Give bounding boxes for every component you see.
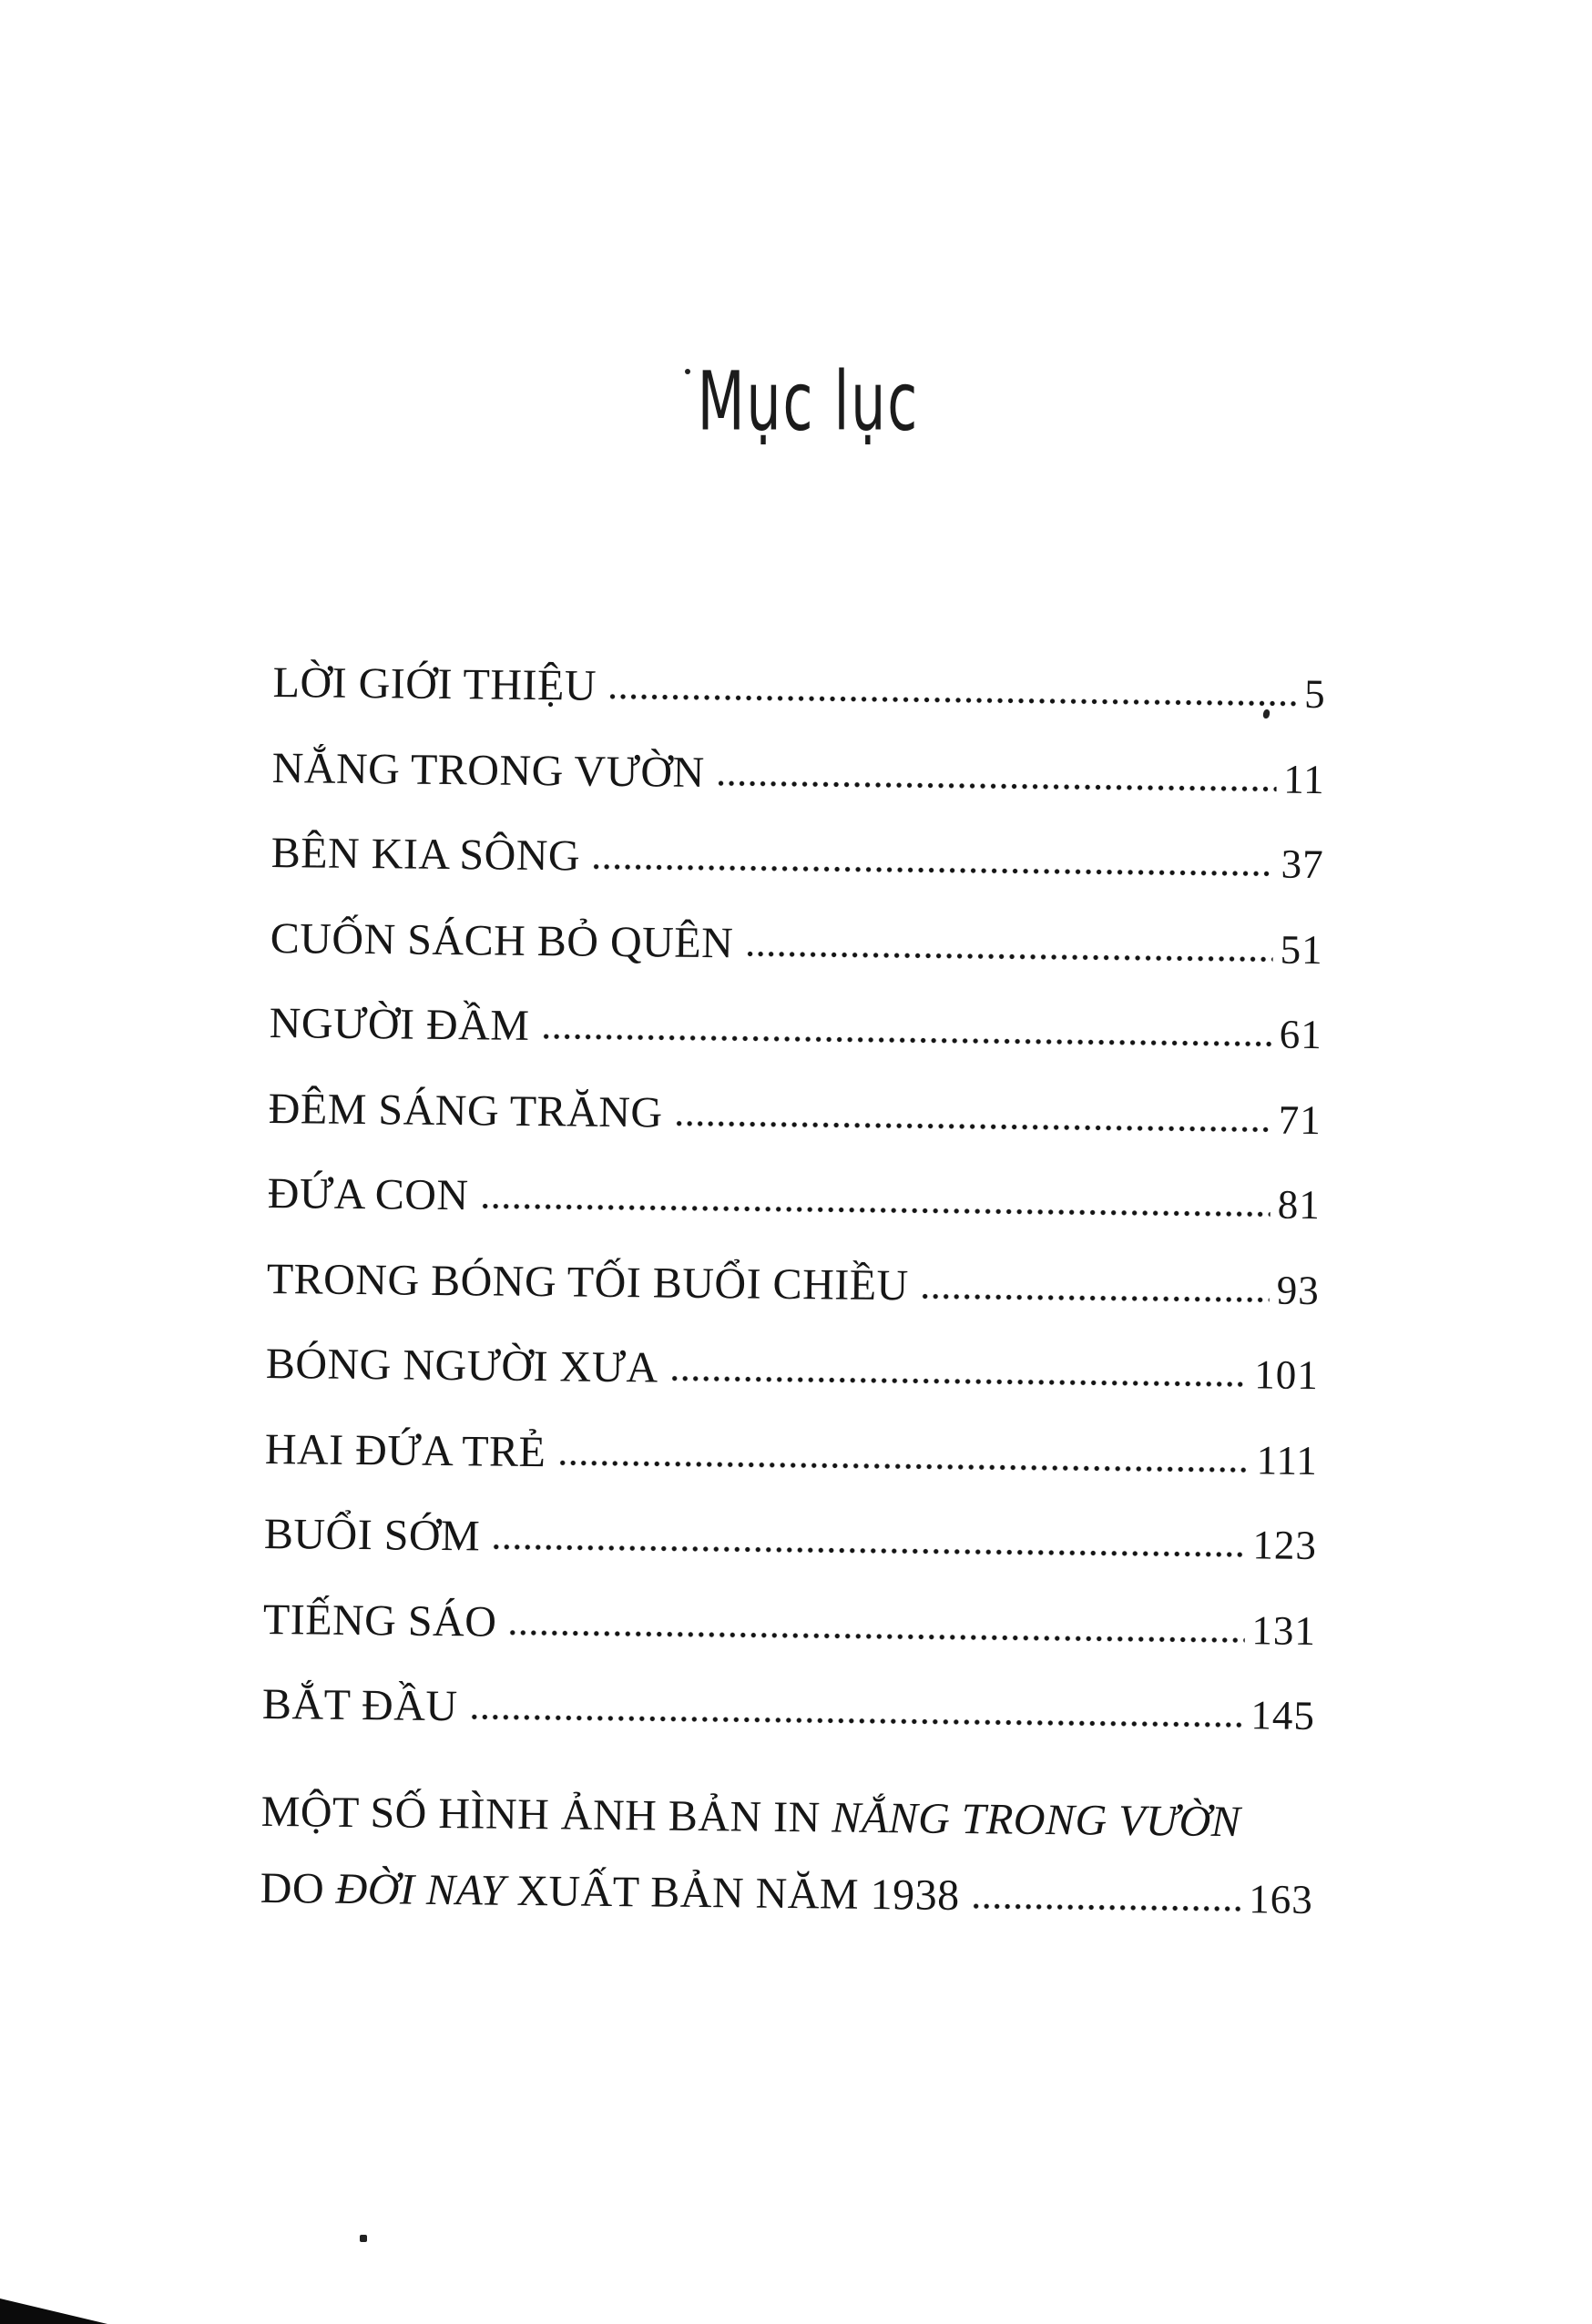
entry-title: BẮT ĐẦU <box>261 1679 458 1731</box>
toc-entry <box>263 1509 1317 1605</box>
entry-page-number: 101 <box>1254 1351 1320 1399</box>
entry-title: BÊN KIA SÔNG <box>270 828 581 881</box>
entry-page-number: 71 <box>1278 1096 1322 1143</box>
final-entry-text2: DO ĐỜI NAY XUẤT BẢN NĂM 1938 <box>260 1863 960 1920</box>
dotted-leader <box>509 1628 1244 1643</box>
entry-page-number: 5 <box>1303 670 1326 718</box>
entry-page-number: 61 <box>1279 1011 1322 1058</box>
toc-entry <box>265 1339 1319 1435</box>
toc-entry <box>270 912 1323 1009</box>
dotted-leader <box>972 1902 1241 1912</box>
toc-entry-final <box>260 1786 1314 1923</box>
toc-entry <box>268 1083 1322 1179</box>
entry-title: LỜI GIỚI THIỆU <box>272 657 597 710</box>
entry-page-number: 123 <box>1252 1522 1318 1569</box>
toc-entry <box>266 1253 1320 1350</box>
entry-page-number: 11 <box>1283 756 1325 802</box>
dotted-leader <box>542 1033 1271 1047</box>
entry-title: TRONG BÓNG TỐI BUỔI CHIỀU <box>266 1254 910 1310</box>
entry-title: ĐỨA CON <box>267 1168 469 1220</box>
toc-rows <box>261 657 1326 1776</box>
dotted-leader <box>670 1375 1247 1389</box>
toc-entry <box>271 742 1325 839</box>
dotted-leader <box>558 1459 1249 1473</box>
toc-entry <box>264 1423 1318 1520</box>
toc-entry <box>262 1594 1316 1690</box>
final-entry-text: MỘT SỐ HÌNH ẢNH BẢN IN <box>260 1787 832 1841</box>
dotted-leader <box>922 1292 1270 1303</box>
entry-page-number: 93 <box>1276 1267 1321 1313</box>
entry-page-number: 163 <box>1249 1875 1314 1922</box>
entry-page-number: 51 <box>1280 926 1323 973</box>
dotted-leader <box>718 780 1277 792</box>
toc-entry <box>267 1168 1321 1265</box>
final-entry-line2 <box>260 1862 1314 1923</box>
toc-entry <box>269 998 1322 1095</box>
entry-title: BÓNG NGƯỜI XƯA <box>265 1339 658 1392</box>
entry-page-number: 81 <box>1277 1181 1322 1228</box>
final-entry-line1 <box>260 1786 1314 1847</box>
dotted-leader <box>675 1119 1271 1133</box>
dotted-leader <box>746 950 1273 963</box>
dotted-leader <box>593 863 1274 878</box>
entry-title: NGƯỜI ĐẦM <box>269 998 530 1050</box>
toc-entry <box>261 1679 1315 1776</box>
entry-title: ĐÊM SÁNG TRĂNG <box>268 1084 663 1137</box>
final-entry-italic-title: NẮNG TRONG VƯỜN <box>832 1792 1241 1846</box>
final-entry-italic-publisher: ĐỜI NAY <box>335 1864 506 1915</box>
scan-smudge-icon <box>0 2299 107 2324</box>
dotted-leader <box>470 1713 1243 1728</box>
scan-speck-icon <box>685 369 690 374</box>
entry-title: BUỔI SỚM <box>263 1509 481 1561</box>
dotted-leader <box>493 1544 1245 1559</box>
dotted-leader <box>481 1202 1270 1218</box>
page-title: Mục lục <box>697 355 920 450</box>
scan-speck-icon <box>360 2235 367 2242</box>
entry-page-number: 111 <box>1256 1436 1319 1483</box>
entry-title: CUỐN SÁCH BỎ QUÊN <box>270 913 734 967</box>
toc-entry <box>270 828 1324 924</box>
entry-title: HAI ĐỨA TRẺ <box>264 1424 546 1476</box>
entry-page-number: 145 <box>1250 1692 1316 1739</box>
toc-entry <box>272 657 1326 754</box>
entry-page-number: 37 <box>1281 841 1324 888</box>
dotted-leader <box>609 693 1297 708</box>
entry-page-number: 131 <box>1251 1606 1317 1654</box>
toc-list <box>260 657 1326 1924</box>
entry-title: TIẾNG SÁO <box>262 1595 497 1646</box>
entry-title: NẮNG TRONG VƯỜN <box>271 743 705 797</box>
